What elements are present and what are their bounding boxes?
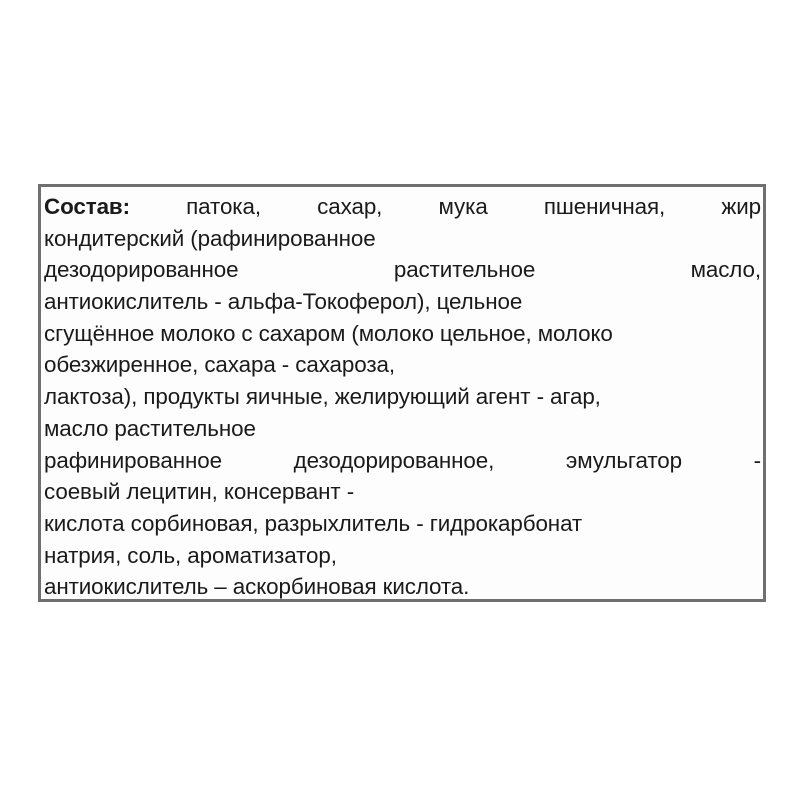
ingredients-label — [38, 184, 766, 602]
ingredients-line — [44, 445, 763, 477]
ingredients-word: - — [753, 447, 761, 473]
ingredients-text: лактоза), продукты яичные, желирующий агент - агар, — [44, 384, 601, 410]
ingredients-line — [44, 508, 763, 540]
ingredients-word: жир — [721, 194, 761, 219]
ingredients-line — [44, 381, 763, 413]
ingredients-text: натрия, соль, ароматизатор, — [44, 542, 337, 568]
ingredients-word: масло, — [690, 257, 761, 283]
ingredients-line — [44, 413, 763, 445]
ingredients-word: дезодорированное — [44, 257, 239, 283]
ingredients-line — [44, 286, 763, 318]
ingredients-word: растительное — [393, 257, 536, 283]
ingredients-line — [44, 223, 763, 255]
ingredients-text: масло растительное — [44, 415, 256, 441]
ingredients-line — [44, 540, 763, 572]
ingredients-line — [44, 476, 763, 508]
ingredients-heading: Состав: — [44, 194, 130, 219]
ingredients-word: рафинированное — [44, 447, 222, 473]
ingredients-text: антиокислитель – аскорбиновая кислота. — [44, 574, 470, 600]
ingredients-text: обезжиренное, сахара - сахароза, — [44, 352, 396, 378]
ingredients-word: дезодорированное, — [293, 447, 495, 473]
ingredients-text: антиокислитель - альфа-Токоферол), цельное — [44, 289, 523, 315]
ingredients-text: соевый лецитин, консервант - — [44, 479, 355, 505]
ingredients-line — [44, 254, 763, 286]
ingredients-text: кислота сорбиновая, разрыхлитель - гидрокарбонат — [44, 510, 583, 536]
ingredients-word: сахар, — [317, 194, 383, 219]
ingredients-line — [44, 318, 763, 350]
ingredients-line — [44, 571, 763, 602]
ingredients-word: мука — [438, 194, 488, 219]
ingredients-word: пшеничная, — [543, 194, 666, 219]
ingredients-text: кондитерский (рафинированное — [44, 225, 376, 251]
ingredients-line — [44, 349, 763, 381]
ingredients-word: эмульгатор — [565, 447, 682, 473]
ingredients-text: сгущённое молоко с сахаром (молоко цельное, молоко — [44, 320, 613, 346]
ingredients-line — [44, 191, 763, 223]
ingredients-word: патока, — [186, 194, 261, 219]
